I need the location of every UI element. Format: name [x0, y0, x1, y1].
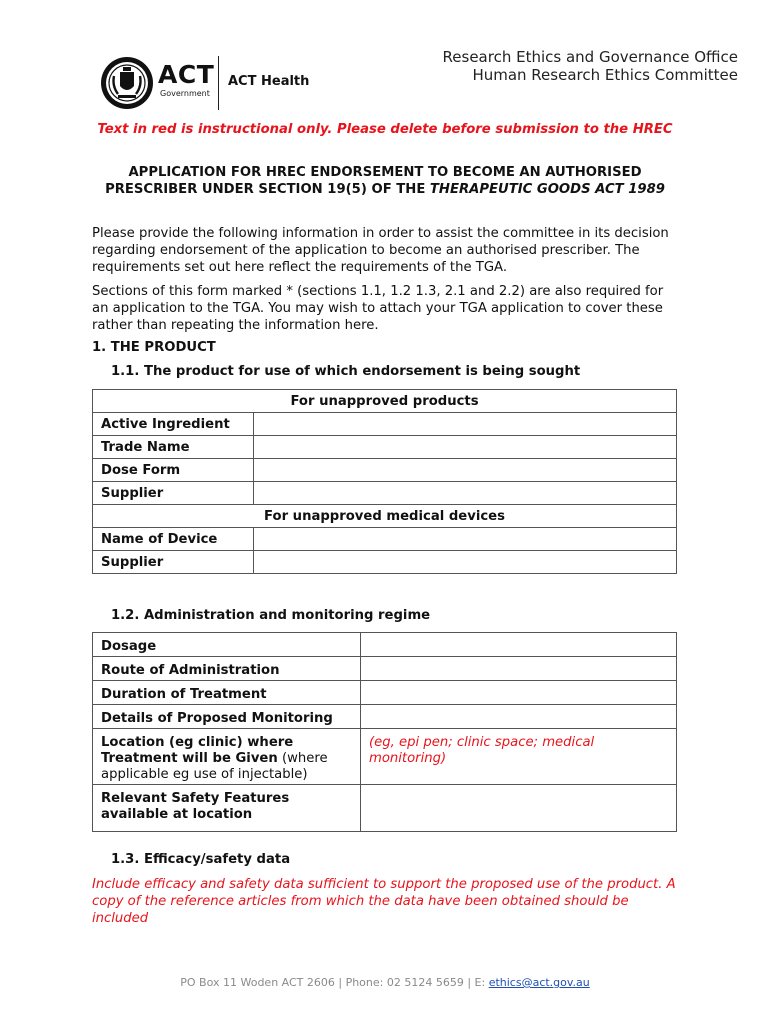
table-row	[93, 551, 677, 574]
sections-paragraph: Sections of this form marked * (sections 1.1, 1.2 1.3, 2.1 and 2.2) are also required for an application to the TGA. You may wish to attach your TGA application to cover these rather than repeating the information here.	[92, 284, 664, 333]
dosage-field[interactable]	[361, 633, 677, 657]
route-label: Route of Administration	[93, 657, 361, 681]
page-footer	[0, 976, 770, 989]
table-row	[93, 528, 677, 551]
instruction-heading: Text in red is instructional only. Please delete before submission to the HREC	[97, 122, 673, 137]
table-row	[93, 459, 677, 482]
table-row	[93, 681, 677, 705]
device-name-field[interactable]	[254, 528, 677, 551]
dose-form-field[interactable]	[254, 459, 677, 482]
subsection-heading-1-2: 1.2. Administration and monitoring regime	[111, 608, 431, 623]
device-name-label: Name of Device	[93, 528, 254, 551]
duration-field[interactable]	[361, 681, 677, 705]
table-row	[93, 633, 677, 657]
table-row	[93, 705, 677, 729]
device-supplier-label: Supplier	[93, 551, 254, 574]
title-act-name: THERAPEUTIC GOODS ACT 1989	[429, 182, 665, 197]
act-health-logo	[98, 54, 313, 112]
table-row	[93, 729, 677, 785]
subsection-heading-1-3: 1.3. Efficacy/safety data	[111, 852, 291, 867]
logo-health-text: ACT Health	[228, 74, 310, 89]
dosage-label: Dosage	[93, 633, 361, 657]
table-row	[93, 413, 677, 436]
office-heading	[443, 48, 738, 84]
product-table	[92, 389, 677, 574]
dose-form-label: Dose Form	[93, 459, 254, 482]
monitoring-label: Details of Proposed Monitoring	[93, 705, 361, 729]
intro-paragraph: Please provide the following information in order to assist the committee in its decision regarding endorsement of the application to become an authorised prescriber. The requirements set out here reflect the requirements of the TGA.	[92, 226, 669, 275]
efficacy-instruction: Include efficacy and safety data sufficient to support the proposed use of the product. A copy of the reference articles from which the data have been obtained should be included	[92, 877, 676, 926]
logo-act-text: ACT	[158, 60, 215, 89]
product-supplier-field[interactable]	[254, 482, 677, 505]
table-row	[93, 657, 677, 681]
document-title	[92, 164, 678, 198]
title-main: APPLICATION FOR HREC ENDORSEMENT TO BECOME AN AUTHORISED PRESCRIBER UNDER SECTION 19(5) OF THE	[105, 165, 642, 197]
footer-contact: PO Box 11 Woden ACT 2606 | Phone: 02 5124 5659 | E:	[180, 976, 489, 989]
table-row	[93, 785, 677, 832]
table-row	[93, 505, 677, 528]
location-label	[93, 729, 361, 785]
products-section-header: For unapproved products	[93, 390, 677, 413]
office-line-2: Human Research Ethics Committee	[472, 66, 738, 84]
trade-name-field[interactable]	[254, 436, 677, 459]
administration-table	[92, 632, 677, 832]
email-link[interactable]: ethics@act.gov.au	[488, 976, 590, 989]
duration-label: Duration of Treatment	[93, 681, 361, 705]
monitoring-field[interactable]	[361, 705, 677, 729]
logo-divider	[218, 56, 219, 110]
logo-government-text: Government	[160, 89, 210, 98]
location-label-note: (where applicable eg use of injectable)	[101, 751, 328, 782]
safety-field[interactable]	[361, 785, 677, 832]
office-line-1: Research Ethics and Governance Office	[442, 48, 738, 66]
safety-label: Relevant Safety Features available at location	[93, 785, 361, 832]
subsection-heading-1-1: 1.1. The product for use of which endorsement is being sought	[111, 364, 581, 379]
trade-name-label: Trade Name	[93, 436, 254, 459]
active-ingredient-label: Active Ingredient	[93, 413, 254, 436]
device-supplier-field[interactable]	[254, 551, 677, 574]
location-field[interactable]: (eg, epi pen; clinic space; medical monitoring)	[361, 729, 677, 785]
location-label-bold: Location (eg clinic) where Treatment will be Given	[101, 735, 294, 766]
section-heading-product: 1. THE PRODUCT	[92, 340, 216, 355]
route-field[interactable]	[361, 657, 677, 681]
devices-section-header: For unapproved medical devices	[93, 505, 677, 528]
table-row	[93, 436, 677, 459]
coat-of-arms-icon	[100, 56, 154, 110]
table-row	[93, 482, 677, 505]
product-supplier-label: Supplier	[93, 482, 254, 505]
table-row	[93, 390, 677, 413]
active-ingredient-field[interactable]	[254, 413, 677, 436]
